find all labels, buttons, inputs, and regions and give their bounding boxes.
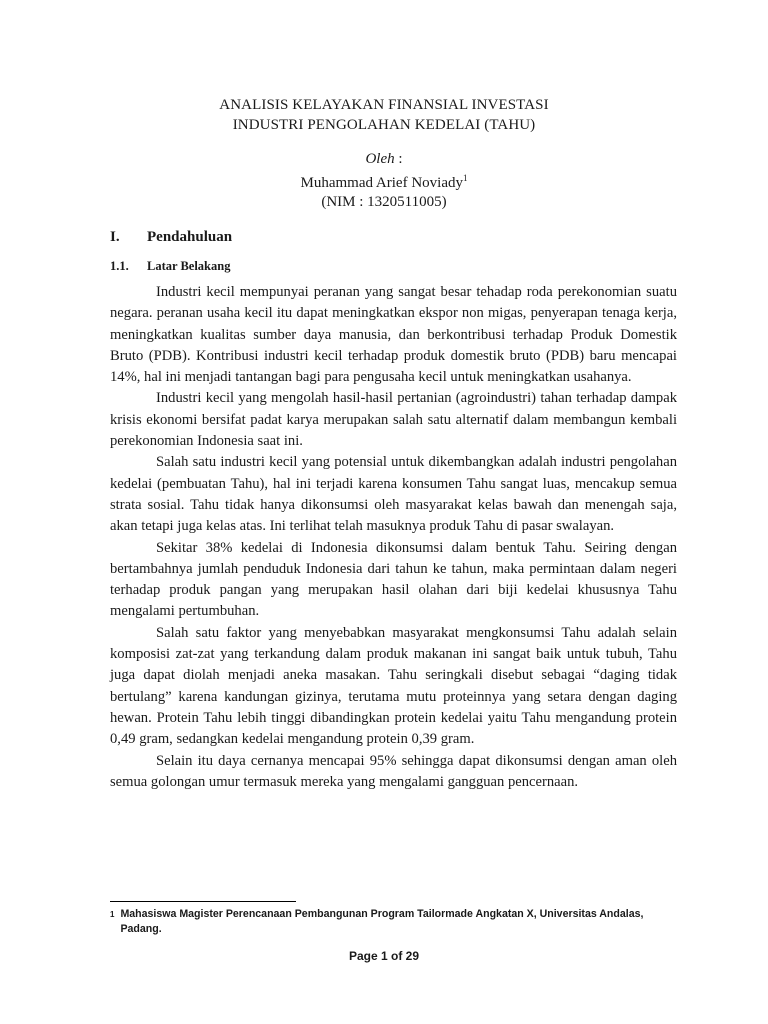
footnote-text: Mahasiswa Magister Perencanaan Pembangunan Program Tailormade Angkatan X, Universitas Andalas, Padang. [120, 908, 644, 935]
section-number: I. [110, 229, 120, 245]
document-title [0, 95, 768, 135]
subsection-title: Latar Belakang [147, 259, 231, 273]
subsection-heading [110, 259, 230, 274]
author-label-line [0, 150, 768, 169]
paragraph-2: Industri kecil yang mengolah hasil-hasil pertanian (agroindustri) tahan terhadap dampak krisis ekonomi bersifat padat karya merupakan salah satu alternatif dalam membangun kembali perekonomian Indonesia saat ini. [110, 390, 677, 450]
footnote [110, 907, 677, 937]
author-block [0, 150, 768, 212]
subsection-number: 1.1. [110, 259, 129, 273]
footnote-mark: 1 [110, 910, 115, 919]
author-footnote-mark: 1 [462, 173, 468, 183]
author-label: Oleh [365, 151, 395, 167]
paragraph-6: Selain itu daya cernanya mencapai 95% sehingga dapat dikonsumsi dengan aman oleh semua golongan umur termasuk mereka yang mengalami gangguan pencernaan. [110, 752, 677, 790]
paragraph-5: Salah satu faktor yang menyebabkan masyarakat mengkonsumsi Tahu adalah selain komposisi zat-zat yang terkandung dalam produk makanan ini sangat baik untuk tubuh, Tahu juga dapat diolah menjadi aneka masakan. Tahu seringkali disebut sebagai “daging tidak bertulang” karena kandungan gizinya, terutama mutu proteinnya yang setara dengan daging hewan. Protein Tahu lebih tinggi dibandingkan protein kedelai yaitu Tahu mengandung protein 0,49 gram, sedangkan kedelai mengandung protein 0,39 gram. [110, 624, 677, 748]
title-line-1: ANALISIS KELAYAKAN FINANSIAL INVESTASI [219, 97, 549, 113]
author-label-colon: : [394, 151, 403, 167]
body-text [110, 282, 677, 793]
section-title: Pendahuluan [147, 229, 233, 245]
paragraph-1: Industri kecil mempunyai peranan yang sangat besar tehadap roda perekonomian suatu negara. peranan usaha kecil itu dapat meningkatkan ekspor non migas, penyerapan tenaga kerja, meningkatkan kualitas sumber daya manusia, dan berkontribusi terhadap Produk Domestik Bruto (PDB). Kontribusi industri kecil terhadap produk domestik bruto (PDB) baru mencapai 14%, hal ini menjadi tantangan bagi para pengusaha kecil untuk meningkatkan usahanya. [110, 284, 677, 386]
section-heading [110, 229, 232, 246]
author-name-line [0, 169, 768, 193]
footnote-divider [110, 901, 296, 902]
author-nim: (NIM : 1320511005) [321, 194, 447, 210]
paragraph-3: Salah satu industri kecil yang potensial untuk dikembangkan adalah industri pengolahan kedelai (pembuatan Tahu), hal ini terjadi karena konsumen Tahu sangat luas, mencakup semua strata sosial. Tahu tidak hanya dikonsumsi oleh masyarakat kelas bawah dan menengah saja, akan tetapi juga kelas atas. Ini terlihat telah masuknya produk Tahu di pasar swalayan. [110, 454, 677, 535]
paragraph-4: Sekitar 38% kedelai di Indonesia dikonsumsi dalam bentuk Tahu. Seiring dengan bertambahnya jumlah penduduk Indonesia dari tahun ke tahun, maka permintaan dalam negeri terhadap produk pangan yang merupakan hasil olahan dari biji kedelai khususnya Tahu mengalami pertumbuhan. [110, 539, 677, 620]
page-number: Page 1 of 29 [348, 949, 420, 963]
title-line-2: INDUSTRI PENGOLAHAN KEDELAI (TAHU) [232, 117, 536, 133]
author-name: Muhammad Arief Noviady [300, 175, 463, 191]
